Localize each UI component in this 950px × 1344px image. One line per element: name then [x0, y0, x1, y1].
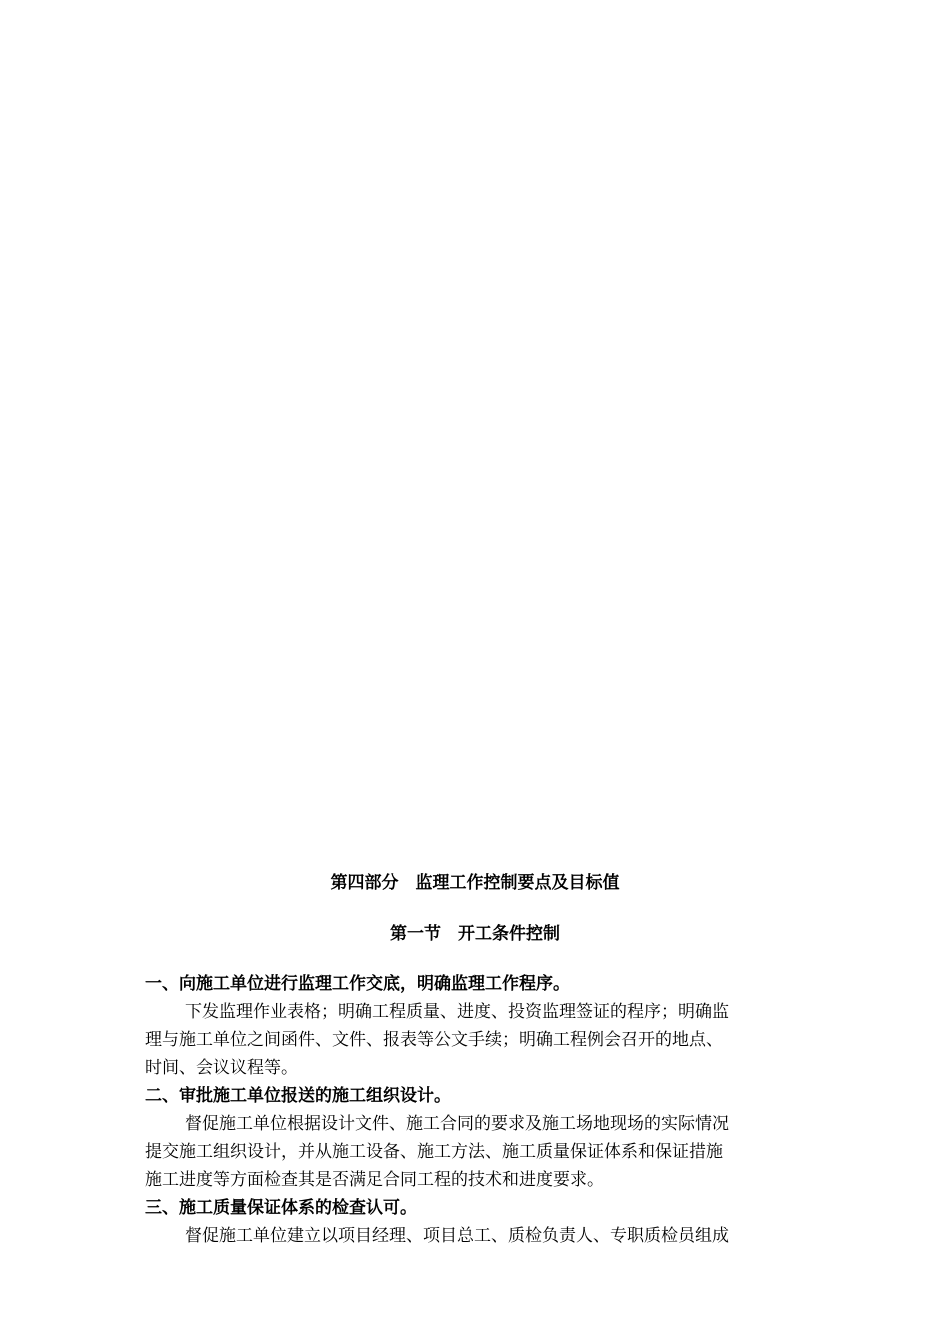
paragraph-line: 施工进度等方面检查其是否满足合同工程的技术和进度要求。 — [145, 1170, 604, 1190]
paragraph-line: 时间、会议议程等。 — [145, 1058, 298, 1078]
section-title: 第一节 开工条件控制 — [390, 924, 560, 944]
paragraph-line: 下发监理作业表格；明确工程质量、进度、投资监理签证的程序；明确监 — [185, 1002, 729, 1022]
section-heading-3: 三、施工质量保证体系的检查认可。 — [145, 1198, 417, 1218]
paragraph-line: 提交施工组织设计，并从施工设备、施工方法、施工质量保证体系和保证措施 — [145, 1142, 723, 1162]
part-title: 第四部分 监理工作控制要点及目标值 — [330, 873, 620, 893]
section-heading-1: 一、向施工单位进行监理工作交底，明确监理工作程序。 — [145, 974, 570, 994]
paragraph-line: 理与施工单位之间函件、文件、报表等公文手续；明确工程例会召开的地点、 — [145, 1030, 723, 1050]
paragraph-2 — [145, 1110, 807, 1194]
section-heading-2: 二、审批施工单位报送的施工组织设计。 — [145, 1086, 451, 1106]
paragraph-3 — [145, 1222, 807, 1250]
paragraph-line: 督促施工单位建立以项目经理、项目总工、质检负责人、专职质检员组成 — [185, 1226, 729, 1246]
paragraph-line: 督促施工单位根据设计文件、施工合同的要求及施工场地现场的实际情况 — [185, 1114, 729, 1134]
paragraph-1 — [145, 998, 807, 1082]
document-body — [145, 970, 807, 1250]
